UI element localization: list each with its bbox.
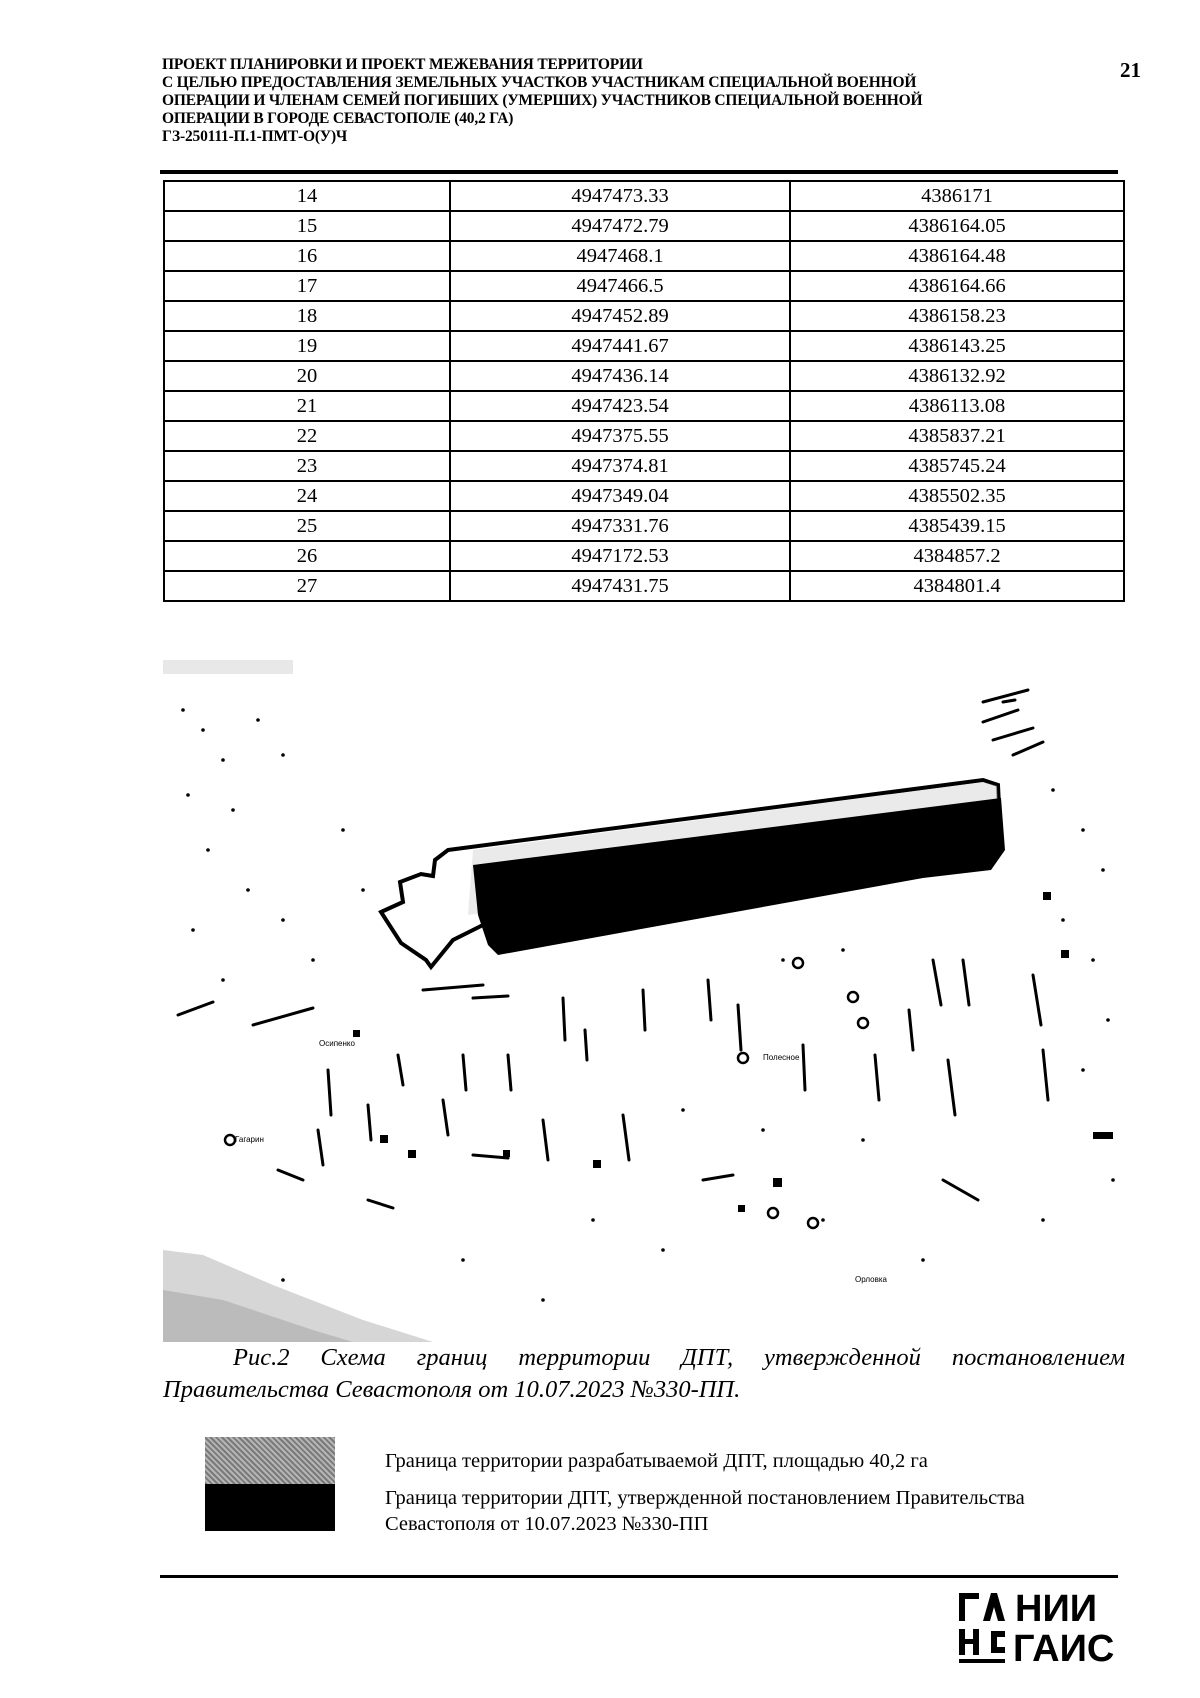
- table-row: [164, 331, 1124, 361]
- point-number-cell: 23: [164, 451, 450, 481]
- point-number-cell: 21: [164, 391, 450, 421]
- table-row: [164, 181, 1124, 211]
- x-coordinate-cell: 4947375.55: [450, 421, 790, 451]
- point-number-cell: 24: [164, 481, 450, 511]
- y-coordinate-cell: 4386143.25: [790, 331, 1124, 361]
- place-label-osipenko: Осипенко: [319, 1039, 355, 1048]
- street-marks: [178, 690, 1048, 1208]
- table-row: [164, 271, 1124, 301]
- y-coordinate-cell: 4386132.92: [790, 361, 1124, 391]
- point-number-cell: 15: [164, 211, 450, 241]
- point-number-cell: 18: [164, 301, 450, 331]
- y-coordinate-cell: 4386164.05: [790, 211, 1124, 241]
- caption-line-2: Правительства Севастополя от 10.07.2023 №330-ПП.: [163, 1376, 741, 1403]
- x-coordinate-cell: 4947472.79: [450, 211, 790, 241]
- x-coordinate-cell: 4947441.67: [450, 331, 790, 361]
- logo-text-nii: НИИ: [1015, 1588, 1098, 1630]
- y-coordinate-cell: 4384801.4: [790, 571, 1124, 601]
- y-coordinate-cell: 4385502.35: [790, 481, 1124, 511]
- y-coordinate-cell: 4386171: [790, 181, 1124, 211]
- figure-caption: [163, 1342, 1125, 1406]
- header-line-4: ОПЕРАЦИИ В ГОРОДЕ СЕВАСТОПОЛЕ (40,2 ГА): [162, 110, 514, 127]
- x-coordinate-cell: 4947172.53: [450, 541, 790, 571]
- legend-swatch-approved: [205, 1484, 335, 1531]
- table-row: [164, 511, 1124, 541]
- place-label-gagarin: Гагарин: [235, 1135, 264, 1144]
- header-rule: [160, 170, 1118, 174]
- table-row: [164, 391, 1124, 421]
- y-coordinate-cell: 4386113.08: [790, 391, 1124, 421]
- point-number-cell: 19: [164, 331, 450, 361]
- logo-mark: [959, 1593, 1005, 1663]
- caption-line-1: Рис.2 Схема границ территории ДПТ, утвержденной постановлением: [233, 1344, 1125, 1371]
- point-number-cell: 22: [164, 421, 450, 451]
- point-number-cell: 25: [164, 511, 450, 541]
- page-number: 21: [1120, 58, 1141, 82]
- y-coordinate-cell: 4386164.66: [790, 271, 1124, 301]
- table-row: [164, 361, 1124, 391]
- map-poi: [225, 958, 868, 1228]
- x-coordinate-cell: 4947374.81: [450, 451, 790, 481]
- table-row: [164, 541, 1124, 571]
- header-code: ГЗ-250111-П.1-ПМТ-О(У)Ч: [162, 128, 348, 145]
- table-row: [164, 301, 1124, 331]
- place-label-polesnoe: Полесное: [763, 1053, 800, 1062]
- x-coordinate-cell: 4947431.75: [450, 571, 790, 601]
- x-coordinate-cell: 4947349.04: [450, 481, 790, 511]
- map-squares: [353, 892, 1113, 1212]
- map-background: [163, 660, 433, 1342]
- point-number-cell: 17: [164, 271, 450, 301]
- y-coordinate-cell: 4385837.21: [790, 421, 1124, 451]
- y-coordinate-cell: 4384857.2: [790, 541, 1124, 571]
- place-label-orlovka: Орловка: [855, 1275, 887, 1284]
- footer-rule: [160, 1575, 1118, 1578]
- header-line-2: С ЦЕЛЬЮ ПРЕДОСТАВЛЕНИЯ ЗЕМЕЛЬНЫХ УЧАСТКОВ УЧАСТНИКАМ СПЕЦИАЛЬНОЙ ВОЕННОЙ: [162, 74, 917, 91]
- point-number-cell: 14: [164, 181, 450, 211]
- x-coordinate-cell: 4947468.1: [450, 241, 790, 271]
- x-coordinate-cell: 4947452.89: [450, 301, 790, 331]
- table-row: [164, 481, 1124, 511]
- point-number-cell: 20: [164, 361, 450, 391]
- table-row: [164, 241, 1124, 271]
- table-row: [164, 421, 1124, 451]
- niigais-logo: [955, 1585, 1130, 1667]
- x-coordinate-cell: 4947423.54: [450, 391, 790, 421]
- y-coordinate-cell: 4385439.15: [790, 511, 1124, 541]
- logo-text-gais: ГАИС: [1013, 1628, 1115, 1667]
- table-row: [164, 571, 1124, 601]
- coordinates-table: [163, 180, 1125, 602]
- legend-swatch-developed: [205, 1437, 335, 1484]
- territory-map: [163, 660, 1125, 1342]
- legend-text-developed: Граница территории разрабатываемой ДПТ, площадью 40,2 га: [385, 1450, 928, 1472]
- point-number-cell: 26: [164, 541, 450, 571]
- y-coordinate-cell: 4385745.24: [790, 451, 1124, 481]
- header-line-1: ПРОЕКТ ПЛАНИРОВКИ И ПРОЕКТ МЕЖЕВАНИЯ ТЕРРИТОРИИ: [162, 56, 643, 73]
- y-coordinate-cell: 4386158.23: [790, 301, 1124, 331]
- table-row: [164, 451, 1124, 481]
- x-coordinate-cell: 4947466.5: [450, 271, 790, 301]
- header-line-3: ОПЕРАЦИИ И ЧЛЕНАМ СЕМЕЙ ПОГИБШИХ (УМЕРШИХ) УЧАСТНИКОВ СПЕЦИАЛЬНОЙ ВОЕННОЙ: [162, 92, 923, 109]
- table-row: [164, 211, 1124, 241]
- y-coordinate-cell: 4386164.48: [790, 241, 1124, 271]
- point-number-cell: 16: [164, 241, 450, 271]
- point-number-cell: 27: [164, 571, 450, 601]
- x-coordinate-cell: 4947473.33: [450, 181, 790, 211]
- legend-text-approved: Граница территории ДПТ, утвержденной постановлением Правительства Севастополя от 10.07.2023 №330-ПП: [385, 1487, 1025, 1535]
- document-header: [162, 56, 1062, 146]
- x-coordinate-cell: 4947331.76: [450, 511, 790, 541]
- x-coordinate-cell: 4947436.14: [450, 361, 790, 391]
